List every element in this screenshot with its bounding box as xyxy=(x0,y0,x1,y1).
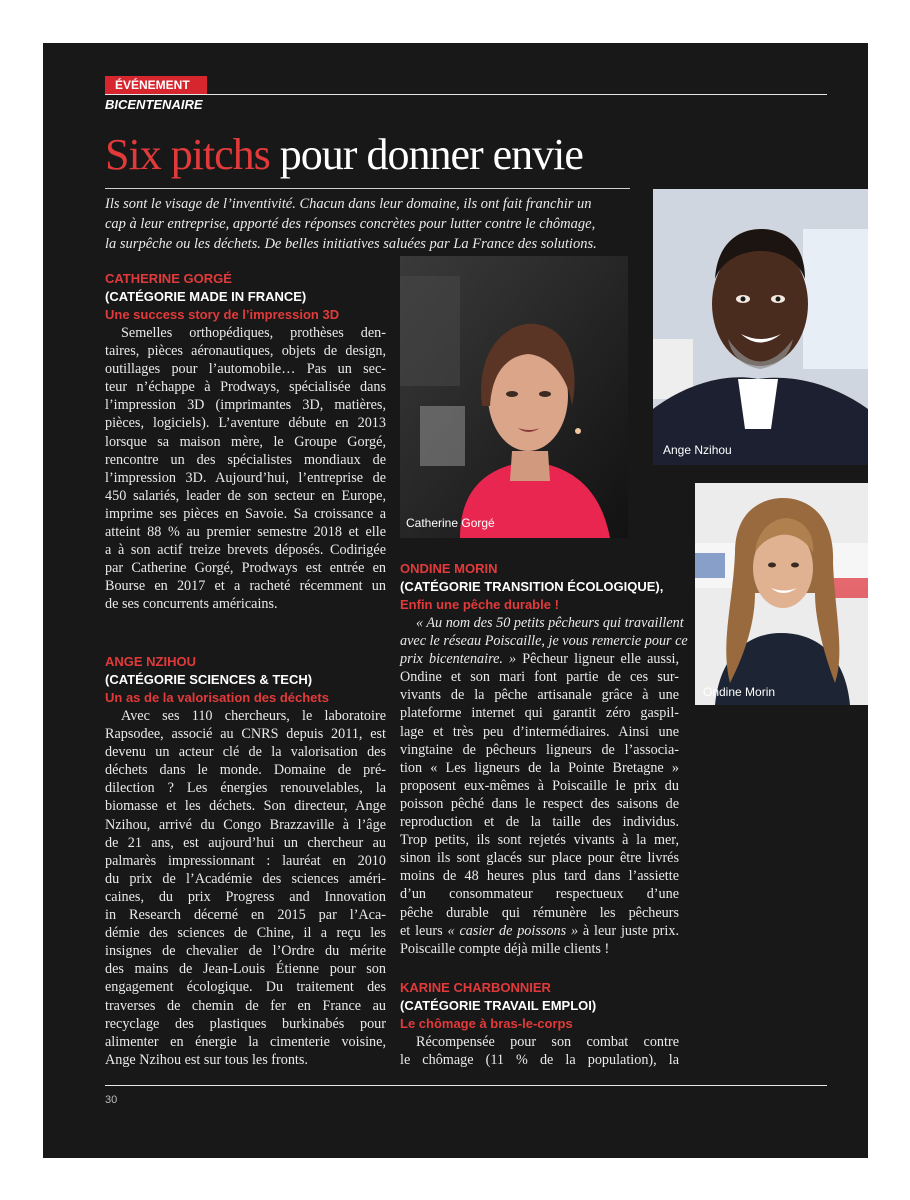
portrait-man-smiling xyxy=(653,189,868,465)
article-category: (CATÉGORIE SCIENCES & TECH) xyxy=(105,672,313,687)
quote-line: avec le réseau Poiscaille, je vous remercie pour ce xyxy=(400,633,688,650)
photo-ondine-morin xyxy=(695,483,868,705)
body-line: moins de 48 heures plus tard dans l’assiette xyxy=(400,868,679,885)
body-line: Nzihou, arrivé du Congo Brazzaville à l’âge xyxy=(105,816,386,833)
line-after: à leur juste prix. xyxy=(578,922,679,939)
body-line: Poiscaille compte déjà mille clients ! xyxy=(400,940,610,957)
body-line: imprime ses pièces en Savoie. Sa croissance a xyxy=(105,505,386,522)
title-rest: pour donner envie xyxy=(269,130,583,179)
body-line: plateforme internet qui garantit zéro gaspil- xyxy=(400,705,679,722)
body-line: vivants de la pêche artisanale grâce à une xyxy=(400,687,679,704)
body-line: in Research décerné en 2015 par l’Aca- xyxy=(105,907,386,924)
body-line: proposent eux-mêmes à Poiscaille le prix du xyxy=(400,777,679,794)
article-nzihou xyxy=(105,653,386,1069)
body-line: recyclage des plastiques burkinabés pour xyxy=(105,1015,386,1032)
body-line: de ses concurrents américains. xyxy=(105,596,278,613)
body-line: pièces, logiciels). L’aventure débute en 2013 xyxy=(105,415,386,432)
body-line: alimenter en énergie la cimenterie voisine, xyxy=(105,1033,386,1050)
photo-catherine-gorge xyxy=(400,256,628,538)
body-line xyxy=(400,922,679,940)
body-line: Trop petits, ils sont rejetés vivants à la mer, xyxy=(400,832,679,849)
quote-end: prix bicentenaire. » xyxy=(400,651,517,668)
body-line: caines, du prix Progress and Innovation xyxy=(105,888,386,905)
body-line: le chômage (11 % de la population), la xyxy=(400,1052,679,1069)
page-number: 30 xyxy=(105,1094,118,1106)
body-line: de 21 ans, est aujourd’hui un chercheur au xyxy=(105,834,386,851)
photo-ange-nzihou xyxy=(653,189,868,465)
magazine-page xyxy=(43,43,868,1158)
body-line: devenu un acteur clé de la valorisation des xyxy=(105,744,386,761)
body-line: d’un consommateur respectueux d’une xyxy=(400,886,679,903)
body-line xyxy=(400,650,679,668)
photo-caption: Ondine Morin xyxy=(703,685,776,699)
article-category: (CATÉGORIE MADE IN FRANCE) xyxy=(105,289,307,304)
body-line: lorsque sa maison mère, le Groupe Gorgé, xyxy=(105,433,386,450)
article-subtitle: Le chômage à bras-le-corps xyxy=(400,1016,573,1031)
body-line: des mains de Jean-Louis Étienne pour son xyxy=(105,961,386,978)
after-quote: Pêcheur ligneur elle aussi, xyxy=(516,651,679,668)
body-line: déchets dans le monde. Domaine de pré- xyxy=(105,762,386,779)
intro-paragraph xyxy=(105,194,632,254)
body-line: outillages pour l’automobile… Pas un sec- xyxy=(105,361,386,378)
body-line: Rapsodee, associé au CNRS depuis 2011, est xyxy=(105,726,386,743)
photo-caption: Catherine Gorgé xyxy=(406,516,495,530)
article-name: ANGE NZIHOU xyxy=(105,654,196,669)
article-gorge xyxy=(105,270,386,614)
body-line: sinon ils sont glacés sur place pour être livrés xyxy=(400,850,679,867)
article-category: (CATÉGORIE TRAVAIL EMPLOI) xyxy=(400,998,597,1013)
article-charbonnier xyxy=(400,979,679,1069)
title-rule xyxy=(105,188,630,189)
article-name: KARINE CHARBONNIER xyxy=(400,980,551,995)
body-line: taires, pièces aéronautiques, objets de design, xyxy=(105,343,386,360)
body-line: insignes de chevalier de l’Ordre du mérite xyxy=(105,943,386,960)
article-name: CATHERINE GORGÉ xyxy=(105,271,232,286)
photo-caption: Ange Nzihou xyxy=(663,443,732,457)
portrait-woman-red-top xyxy=(400,256,628,538)
body-line: engagement écologique. Du traitement des xyxy=(105,979,386,996)
intro-line: la surpêche ou les déchets. De belles initiatives saluées par La France des solutions. xyxy=(105,236,597,252)
body-line: biomasse et les déchets. Son directeur, Ange xyxy=(105,798,386,815)
line-italic: « casier de poissons » xyxy=(447,922,579,939)
portrait-woman-long-hair xyxy=(695,483,868,705)
body-line: reproduction et de la taille des individus. xyxy=(400,814,679,831)
body-line: teur n’échappe à Prodways, spécialisée dans xyxy=(105,379,386,396)
body-line: vingtaine de pêcheurs ligneurs de l’associa- xyxy=(400,741,679,758)
article-morin xyxy=(400,560,688,958)
body-line: l’impression 3D. Aujourd’hui, l’entreprise de xyxy=(105,469,386,486)
section-tag: ÉVÉNEMENT xyxy=(105,76,207,94)
body-line: rencontre un des spécialistes mondiaux de xyxy=(105,451,386,468)
body-line: traverses de chemin de fer en France au xyxy=(105,997,386,1014)
body-line: Ange Nzihou est sur tous les fronts. xyxy=(105,1051,308,1068)
article-subtitle: Un as de la valorisation des déchets xyxy=(105,690,329,705)
body-line: lage et très peu d’intermédiaires. Ainsi une xyxy=(400,723,679,740)
body-line: dilection ? Les énergies renouvelables, la xyxy=(105,780,386,797)
article-subtitle: Une success story de l’impression 3D xyxy=(105,307,340,322)
body-line: palmarès impressionnant : lauréat en 2010 xyxy=(105,852,386,869)
body-line: du prix de l’Académie des sciences améri- xyxy=(105,870,386,887)
body-line: Bourse en 2017 et a racheté récemment un xyxy=(105,578,386,595)
body-line: 450 salariés, leader de son secteur en Europe, xyxy=(105,487,386,504)
body-line: Ondine et son mari font partie de ces sur- xyxy=(400,669,679,686)
body-line: Récompensée pour son combat contre xyxy=(416,1034,679,1050)
rubric-label: BICENTENAIRE xyxy=(105,97,203,112)
body-line: l’impression 3D (imprimantes 3D, matières, xyxy=(105,397,386,414)
page-title xyxy=(105,129,583,181)
body-line: a à son actif treize brevets déposés. Codirigée xyxy=(105,542,386,559)
article-category: (CATÉGORIE TRANSITION ÉCOLOGIQUE), xyxy=(400,579,664,594)
line-before: et leurs xyxy=(400,922,448,939)
article-name: ONDINE MORIN xyxy=(400,561,498,576)
body-line: démie des sciences de Chine, il a reçu les xyxy=(105,925,386,942)
body-line: tion « Les ligneurs de la Pointe Bretagne » xyxy=(400,759,679,776)
body-line: par Catherine Gorgé, Prodways est entrée en xyxy=(105,560,386,577)
body-line: Semelles orthopédiques, prothèses den- xyxy=(121,325,386,341)
header-rule xyxy=(105,94,827,95)
body-line: Avec ses 110 chercheurs, le laboratoire xyxy=(121,708,386,724)
body-line: poisson pêché dans le respect des saisons de xyxy=(400,795,679,812)
title-highlight: Six pitchs xyxy=(105,130,270,179)
body-line: atteint 88 % au premier semestre 2018 et elle xyxy=(105,524,386,541)
body-line: pêche durable qui rémunère les pêcheurs xyxy=(400,904,679,921)
footer-rule xyxy=(105,1085,827,1086)
quote-line: « Au nom des 50 petits pêcheurs qui travaillent xyxy=(416,615,684,631)
intro-line: cap à leur entreprise, apporté des réponses concrètes pour lutter contre le chômage, xyxy=(105,216,596,232)
intro-line: Ils sont le visage de l’inventivité. Chacun dans leur domaine, ils ont fait franchir un xyxy=(105,196,592,212)
article-subtitle: Enfin une pêche durable ! xyxy=(400,597,559,612)
